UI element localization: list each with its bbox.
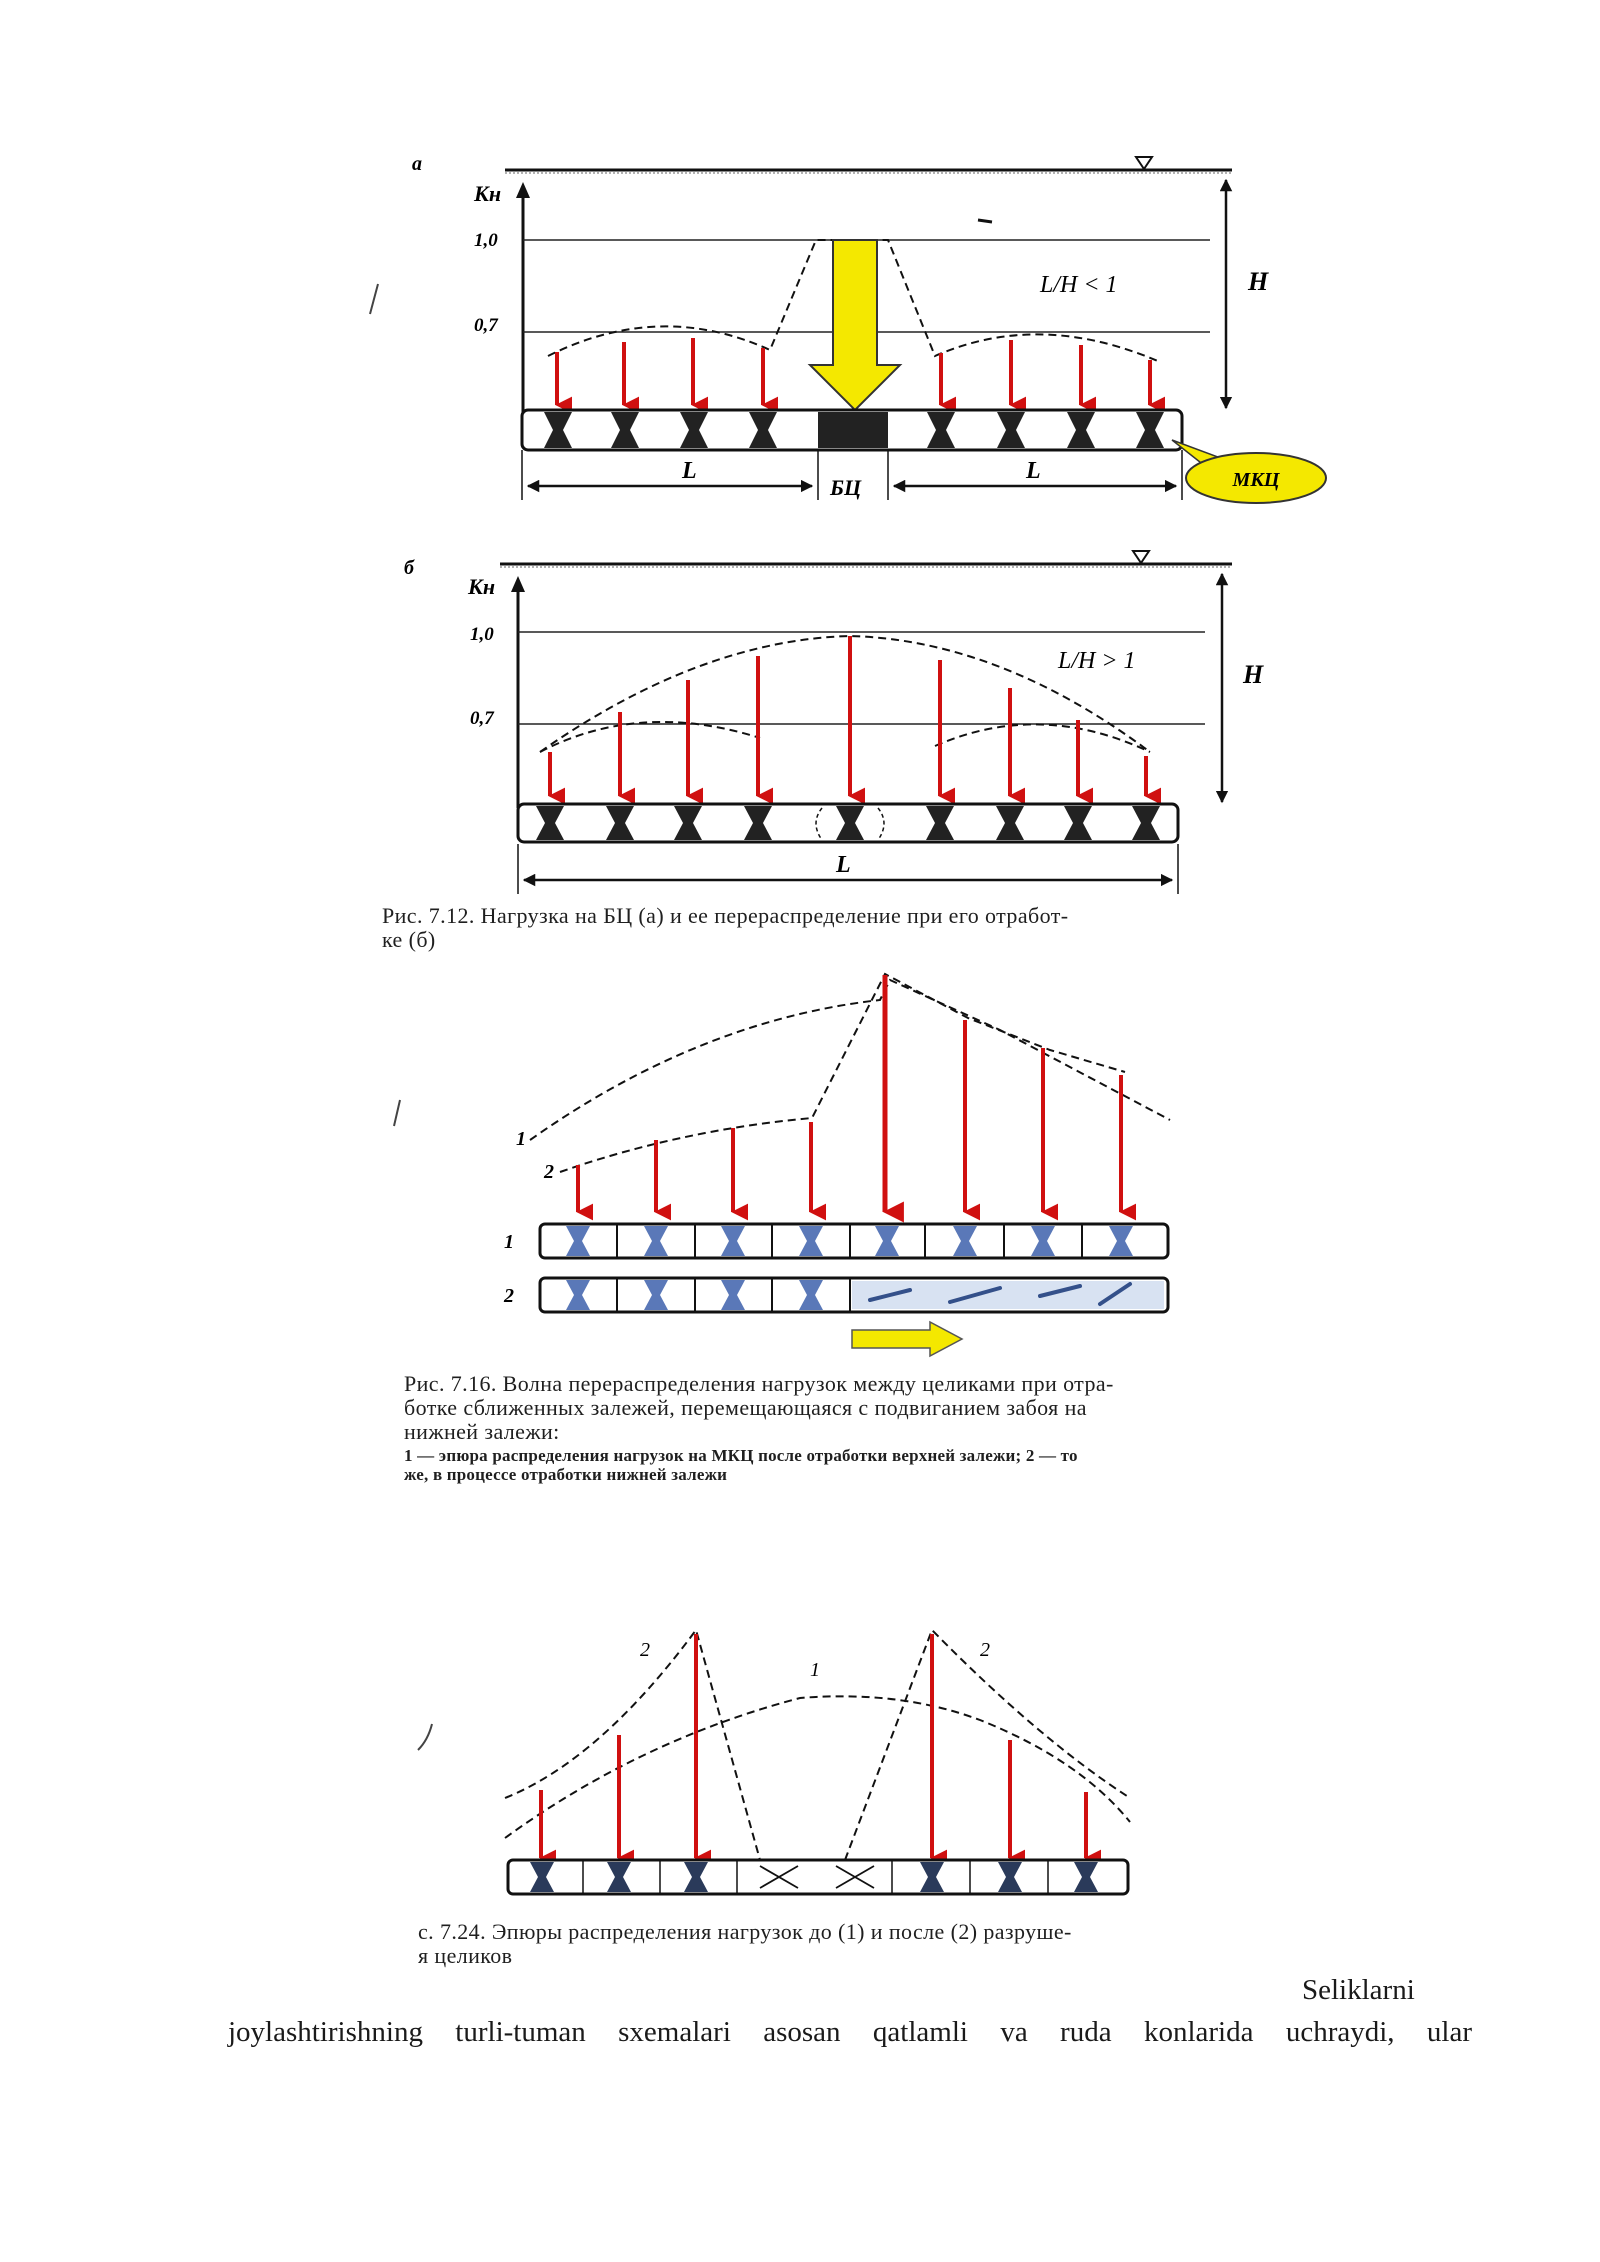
body-text-line2: joylashtirishning turli-tuman sxemalari asosan qatlamli va ruda konlarida uchraydi, ular: [228, 2016, 1472, 2048]
figure-716: [503, 974, 1170, 1356]
margin-mark: [370, 284, 378, 314]
row-2-label: 2: [504, 1285, 514, 1307]
load-arrows: [578, 975, 1121, 1212]
seam-strip: [508, 1860, 1128, 1894]
tick-1-0: 1,0: [474, 230, 498, 251]
caption-716: [404, 1372, 1294, 1484]
curve-before: [505, 1696, 1130, 1838]
panel-letter-a: а: [412, 153, 422, 175]
caption-724: [418, 1920, 1072, 1968]
kn-axis-label: Кн: [468, 574, 496, 599]
ratio-label: L/H > 1: [1058, 648, 1136, 674]
curve-label-right: 2: [980, 1639, 990, 1661]
triangle-down-icon: [1136, 157, 1152, 169]
upper-seam: [540, 1224, 1168, 1258]
center-label: БЦ: [830, 475, 862, 500]
caption-716-line1: Рис. 7.16. Волна перераспределения нагрузок между целиками при отра-: [404, 1371, 1114, 1396]
kn-axis-label: Кн: [474, 181, 502, 206]
curve-1: [530, 980, 1170, 1140]
caption-712-line2: ке (б): [382, 926, 436, 952]
kn-axis-arrow: [516, 182, 530, 198]
curve-2: [560, 974, 1125, 1172]
caption-716-line3: нижней залежи:: [404, 1418, 560, 1444]
span-label-left: L: [682, 458, 697, 484]
figure-712a: [412, 153, 1326, 503]
curve-label-left: 2: [640, 1639, 650, 1661]
caption-716-line2: ботке сближенных залежей, перемещающаяся с подвиганием забоя на: [404, 1394, 1087, 1420]
body-text-line1: Seliklarni: [1302, 1974, 1415, 2006]
curve-2-label: 2: [544, 1161, 554, 1183]
margin-mark: [418, 1724, 432, 1750]
triangle-down-icon: [1133, 551, 1149, 563]
curve-label-center: 1: [810, 1659, 820, 1681]
mined-zone: [852, 1281, 1164, 1309]
stray-mark: [978, 220, 992, 222]
figure-724: [505, 1630, 1130, 1894]
load-envelope-before: [540, 722, 1150, 752]
span-label: L: [836, 852, 851, 878]
tick-1-0: 1,0: [470, 624, 494, 645]
height-label: H: [1243, 660, 1264, 689]
caption-724-line2: я целиков: [418, 1942, 513, 1968]
caption-724-line1: с. 7.24. Эпюры распределения нагрузок до (1) и после (2) разруше-: [418, 1919, 1072, 1944]
kn-axis-arrow: [511, 576, 525, 592]
row-1-label: 1: [504, 1231, 514, 1253]
caption-712: [382, 904, 1068, 952]
callout-label: МКЦ: [1232, 469, 1280, 491]
curve-1-label: 1: [516, 1128, 526, 1150]
load-arrows: [550, 636, 1146, 796]
caption-712-line1: Рис. 7.12. Нагрузка на БЦ (а) и ее перераспределение при его отработ-: [382, 903, 1069, 928]
tick-0-7: 0,7: [474, 315, 498, 336]
tick-0-7: 0,7: [470, 708, 494, 729]
caption-716-line5: же, в процессе отработки нижней залежи: [404, 1464, 728, 1484]
ratio-label: L/H < 1: [1040, 272, 1118, 298]
arrow-right-icon: [852, 1322, 962, 1356]
center-load-arrow: [810, 240, 900, 410]
caption-716-line4: 1 — эпюра распределения нагрузок на МКЦ после отработки верхней залежи; 2 — то: [404, 1446, 1078, 1466]
figure-712b: [404, 551, 1264, 894]
center-pillar: [818, 412, 888, 448]
height-label: H: [1248, 267, 1269, 296]
span-label-right: L: [1026, 458, 1041, 484]
margin-mark: [394, 1100, 400, 1126]
panel-letter-b: б: [404, 557, 414, 579]
